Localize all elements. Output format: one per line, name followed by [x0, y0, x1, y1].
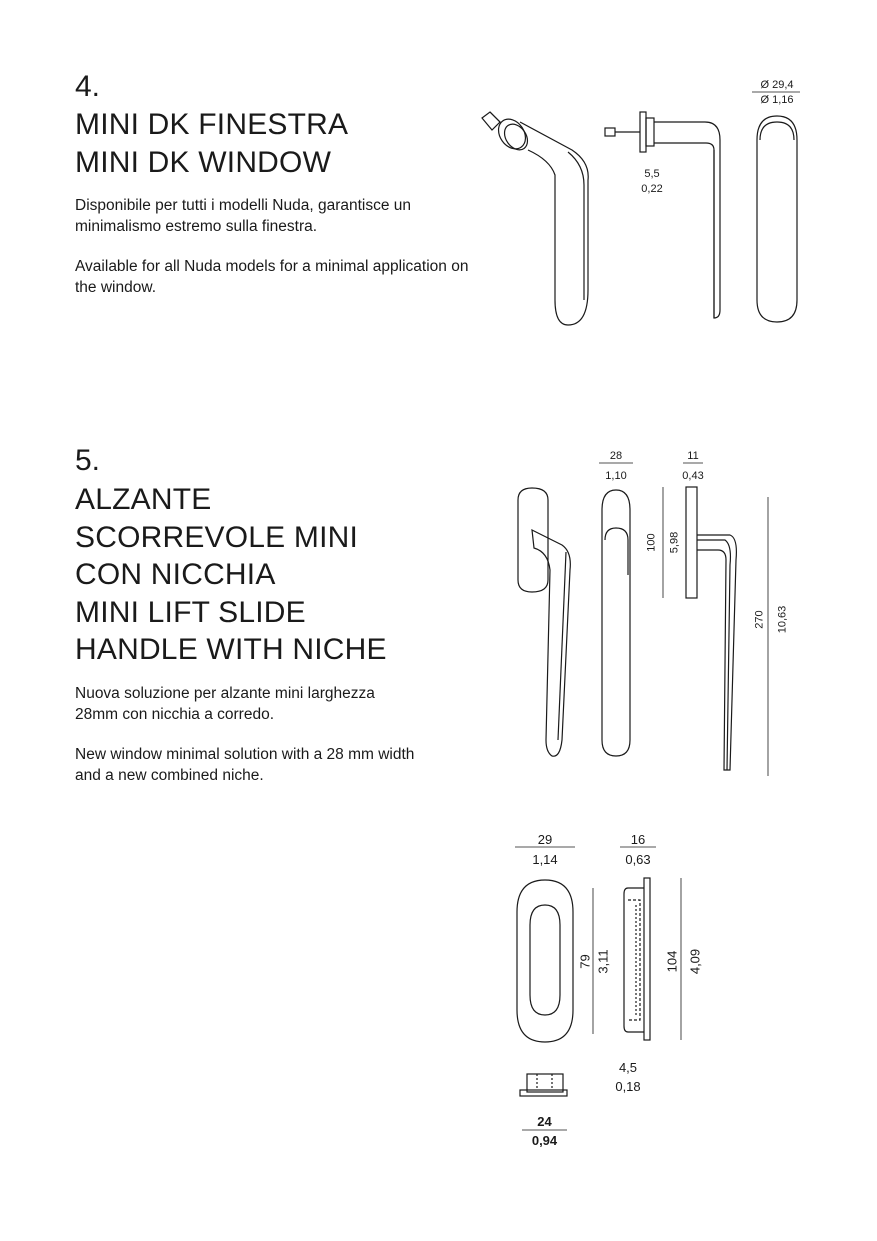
section-4-title-line: MINI DK WINDOW — [75, 145, 332, 179]
niche-outer-height-in: 4,09 — [687, 948, 703, 975]
section-5-title-line: CON NICCHIA — [75, 558, 276, 591]
section-5-desc-en: New window minimal solution with a 28 mm width and a new combined niche. — [75, 746, 415, 784]
section-5-title-line: ALZANTE — [75, 483, 212, 516]
niche-inner-height-mm: 79 — [577, 954, 593, 969]
lift-width-dimension — [601, 450, 631, 483]
lift-total-height-mm: 270 — [753, 610, 766, 629]
dk-spindle-dimension — [637, 168, 667, 196]
lift-slide-perspective-drawing — [518, 488, 570, 756]
lift-depth-mm: 11 — [687, 450, 699, 462]
niche-outer-height-mm: 104 — [664, 950, 680, 973]
lift-total-height-in: 10,63 — [776, 605, 789, 634]
section-5-desc-it: Nuova soluzione per alzante mini larghezza 28mm con nicchia a corredo. — [75, 685, 375, 723]
section-5-number: 5. — [75, 444, 101, 477]
niche-inner-height-in: 3,11 — [595, 949, 611, 974]
niche-base-in: 0,94 — [531, 1133, 558, 1148]
section-4-desc-it: Disponibile per tutti i modelli Nuda, garantisce un minimalismo estremo sulla finestra. — [75, 197, 412, 235]
dk-diameter-mm: Ø 29,4 — [760, 79, 794, 91]
lift-rose-height-mm: 100 — [645, 533, 658, 552]
niche-depth-in: 0,63 — [625, 852, 651, 867]
dk-diameter-dimension — [752, 79, 802, 107]
section-5-title-line: HANDLE WITH NICHE — [75, 633, 387, 666]
niche-depth-mm: 16 — [630, 832, 646, 847]
lift-rose-height-in: 5,98 — [668, 531, 681, 554]
niche-width-in: 1,14 — [532, 852, 558, 867]
niche-width-dimension — [520, 832, 570, 867]
section-4-number: 4. — [75, 70, 101, 103]
niche-base-dimension — [522, 1114, 567, 1148]
section-5-title-line: MINI LIFT SLIDE — [75, 595, 306, 629]
lift-slide-front-drawing — [599, 463, 663, 756]
niche-wall-in: 0,18 — [615, 1079, 641, 1094]
dk-spindle-in: 0,22 — [641, 183, 663, 195]
niche-depth-dimension — [618, 832, 658, 867]
lift-width-in: 1,10 — [605, 470, 627, 482]
dk-diameter-in: Ø 1,16 — [760, 94, 794, 106]
niche-width-mm: 29 — [537, 832, 553, 847]
lift-depth-in: 0,43 — [682, 470, 704, 482]
lift-width-mm: 28 — [609, 450, 623, 462]
dk-spindle-mm: 5,5 — [644, 168, 660, 180]
niche-wall-dimension — [610, 1060, 646, 1094]
dk-handle-side-drawing — [605, 112, 720, 318]
section-5-title-line: SCORREVOLE MINI — [75, 520, 359, 554]
section-4-title-line: MINI DK FINESTRA — [75, 108, 349, 141]
section-4-desc-en: Available for all Nuda models for a minimal application on the window. — [75, 258, 469, 296]
niche-wall-mm: 4,5 — [618, 1060, 638, 1075]
niche-base-mm: 24 — [537, 1114, 552, 1129]
lift-depth-dimension — [678, 450, 708, 483]
dk-handle-perspective-drawing — [482, 112, 588, 325]
dk-handle-front-drawing — [752, 92, 800, 322]
